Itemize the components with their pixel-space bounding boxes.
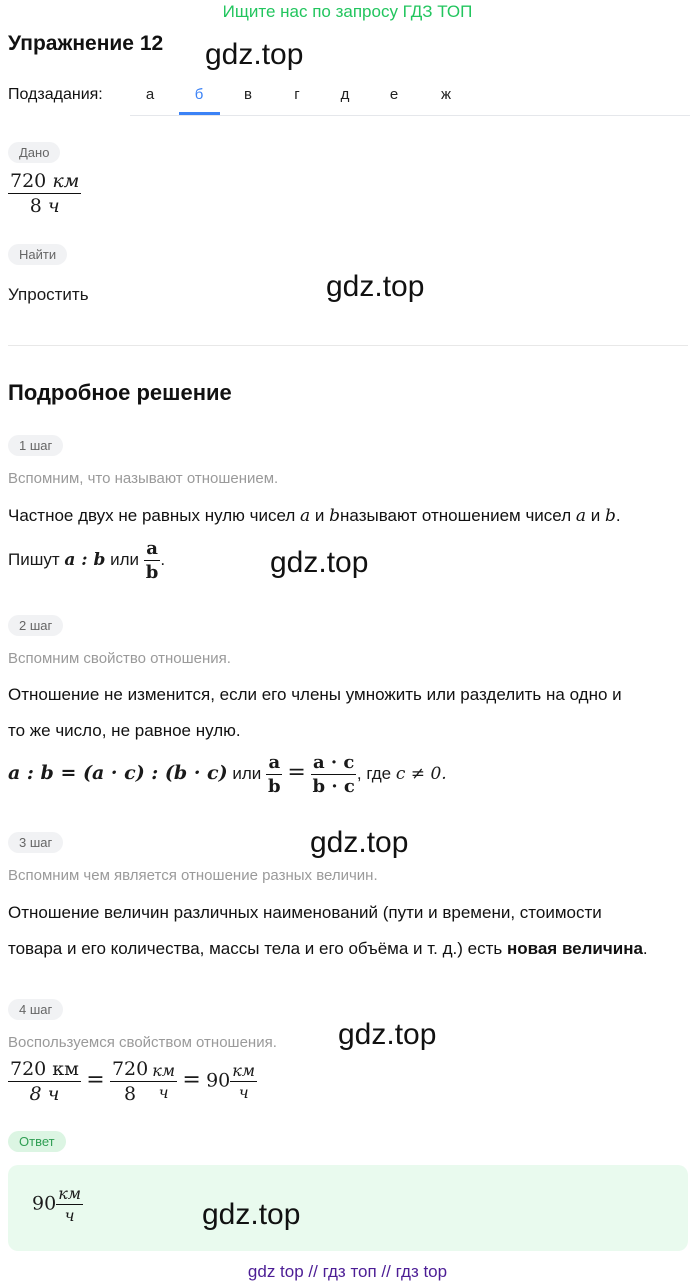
- watermark: gdz.top: [310, 826, 409, 859]
- given-fraction: $\frac{720 км}{8 ч}$: [10, 170, 80, 217]
- tab-e[interactable]: е: [389, 86, 399, 103]
- active-tab-indicator: [179, 112, 220, 115]
- answer-box: [8, 1165, 688, 1251]
- step-text: Частное двух не равных нулю чисел a и bназывают отношением чисел a и b.: [8, 506, 621, 526]
- step-text: то же число, не равное нулю.: [8, 721, 241, 740]
- step-hint: Вспомним, что называют отношением.: [8, 470, 279, 487]
- divider: [8, 345, 688, 346]
- answer-value: 90 $\frac{км}{ч}$: [32, 1184, 82, 1225]
- step-badge: 4 шаг: [8, 999, 63, 1020]
- step-hint: Воспользуемся свойством отношения.: [8, 1034, 277, 1051]
- tabs-divider: [130, 115, 690, 116]
- subtasks-label: Подзадания:: [8, 86, 103, 103]
- solution-title: Подробное решение: [8, 380, 232, 405]
- tab-d[interactable]: д: [340, 86, 350, 103]
- tab-zh[interactable]: ж: [440, 86, 452, 103]
- watermark: gdz.top: [202, 1198, 301, 1231]
- step-formula: $\frac{720 км}{8 ч}$ = $\frac{720}{8}$ $\frac{км}{ч}$ = 90 $\frac{км}{ч}$: [10, 1058, 256, 1105]
- tab-v[interactable]: в: [244, 86, 252, 103]
- step-text: Отношение величин различных наименований (пути и времени, стоимости: [8, 903, 602, 922]
- watermark: gdz.top: [326, 270, 425, 303]
- step-text: Отношение не изменится, если его члены умножить или разделить на одно и: [8, 685, 622, 704]
- tab-g[interactable]: г: [294, 86, 300, 103]
- tab-a[interactable]: а: [145, 86, 155, 103]
- answer-badge: Ответ: [8, 1131, 66, 1152]
- step-badge: 3 шаг: [8, 832, 63, 853]
- step-text: товара и его количества, массы тела и его объёма и т. д.) есть новая величина.: [8, 939, 648, 958]
- tab-b[interactable]: б: [194, 86, 204, 103]
- watermark: gdz.top: [338, 1018, 437, 1051]
- step-formula: Пишут a : b или $\frac{a}{b}$ .: [8, 538, 166, 583]
- watermark: gdz.top: [205, 38, 304, 71]
- step-badge: 2 шаг: [8, 615, 63, 636]
- given-badge: Дано: [8, 142, 60, 163]
- step-hint: Вспомним свойство отношения.: [8, 650, 231, 667]
- find-text: Упростить: [8, 285, 89, 304]
- step-formula: a : b = (a · c) : (b · c) или $\frac{a}{b}$ = $\frac{a \cdot c}{b \cdot c}$ , где c ≠ 0.: [8, 752, 447, 797]
- step-badge: 1 шаг: [8, 435, 63, 456]
- footer-links[interactable]: gdz top // гдз топ // гдз top: [247, 1262, 448, 1281]
- step-hint: Вспомним чем является отношение разных величин.: [8, 867, 378, 884]
- search-banner[interactable]: Ищите нас по запросу ГДЗ ТОП: [222, 2, 473, 21]
- page-title: Упражнение 12: [8, 32, 164, 55]
- find-badge: Найти: [8, 244, 67, 265]
- watermark: gdz.top: [270, 546, 369, 579]
